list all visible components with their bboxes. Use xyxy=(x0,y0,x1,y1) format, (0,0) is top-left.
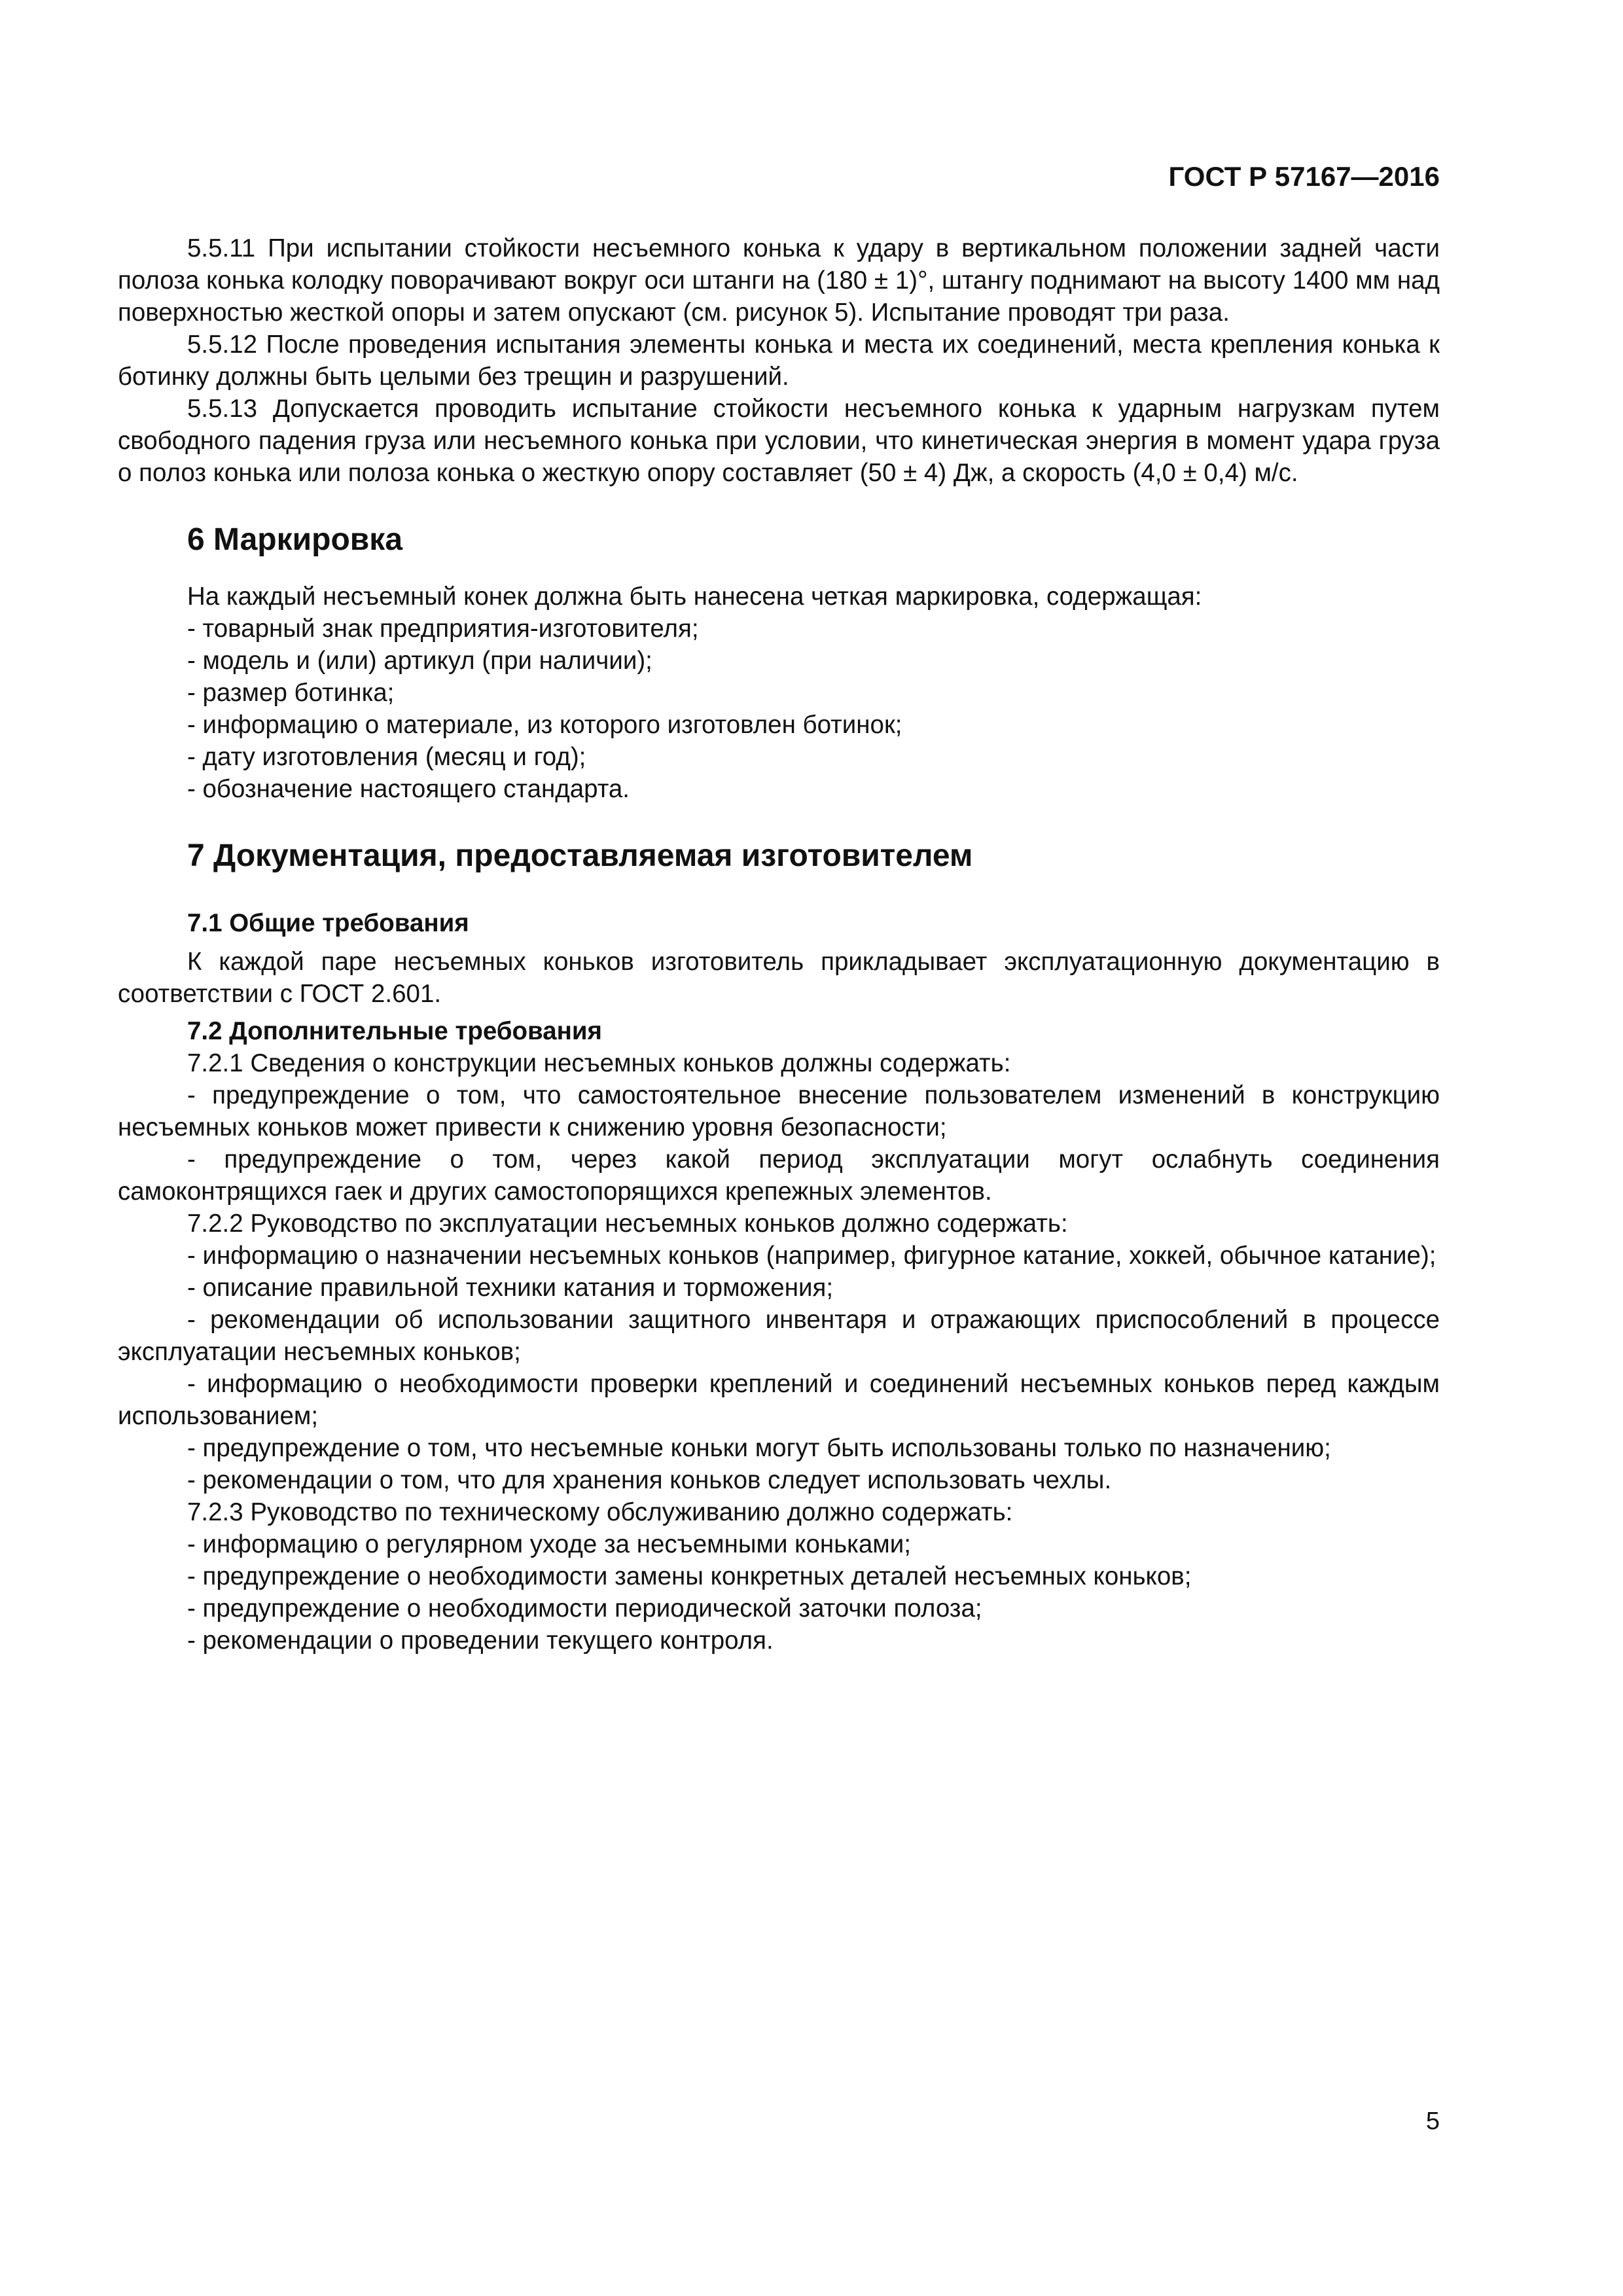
list-item-7-2-2: - рекомендации об использовании защитного инвентаря и отражающих приспособлений в процессе эксплуатации несъемных коньков; xyxy=(118,1306,1440,1366)
subsection-7-1-heading: 7.1 Общие требования xyxy=(187,909,469,937)
list-item-7-2-3: - предупреждение о необходимости периодической заточки полоза; xyxy=(187,1594,982,1623)
paragraph-5-5-13: 5.5.13 Допускается проводить испытание стойкости несъемного конька к ударным нагрузкам путем свободного падения груза или несъемного конька при условии, что кинетическая энергия в момент удара груза о полоз конька или полоза конька о жесткую опору составляет (50 ± 4) Дж, а скорость (4,0 ± 0,4) м/с. xyxy=(118,395,1440,487)
paragraph-7-2-3: 7.2.3 Руководство по техническому обслуживанию должно содержать: xyxy=(187,1498,1013,1526)
marking-list-item: - обозначение настоящего стандарта. xyxy=(187,775,630,803)
marking-list-item: - информацию о материале, из которого изготовлен ботинок; xyxy=(187,711,902,739)
paragraph-7-2-1: 7.2.1 Сведения о конструкции несъемных коньков должны содержать: xyxy=(187,1049,1011,1077)
section-6-intro: На каждый несъемный конек должна быть нанесена четкая маркировка, содержащая: xyxy=(187,583,1202,611)
page-number: 5 xyxy=(1425,2108,1440,2135)
list-item-7-2-3: - рекомендации о проведении текущего контроля. xyxy=(187,1626,774,1655)
marking-list-item: - модель и (или) артикул (при наличии); xyxy=(187,647,652,675)
list-item-7-2-3: - информацию о регулярном уходе за несъемными коньками; xyxy=(187,1530,911,1558)
list-item-7-2-2: - информацию о назначении несъемных коньков (например, фигурное катание, хоккей, обычное катание); xyxy=(187,1242,1436,1270)
list-item-7-2-2: - рекомендации о том, что для хранения коньков следует использовать чехлы. xyxy=(187,1466,1112,1494)
paragraph-7-1: К каждой паре несъемных коньков изготовитель прикладывает эксплуатационную документацию в соответствии с ГОСТ 2.601. xyxy=(118,948,1440,1008)
paragraph-7-2-2: 7.2.2 Руководство по эксплуатации несъемных коньков должно содержать: xyxy=(187,1210,1068,1238)
document-body xyxy=(118,232,1440,1657)
list-item-7-2-2: - описание правильной техники катания и торможения; xyxy=(187,1274,834,1302)
list-item-7-2-2: - информацию о необходимости проверки креплений и соединений несъемных коньков перед каждым использованием; xyxy=(118,1370,1440,1430)
subsection-7-2-heading: 7.2 Дополнительные требования xyxy=(187,1017,602,1045)
marking-list-item: - дату изготовления (месяц и год); xyxy=(187,743,586,771)
marking-list-item: - товарный знак предприятия-изготовителя; xyxy=(187,615,699,643)
list-item-7-2-3: - предупреждение о необходимости замены конкретных деталей несъемных коньков; xyxy=(187,1562,1192,1590)
list-item-7-2-1: - предупреждение о том, через какой период эксплуатации могут ослабнуть соединения самоконтрящихся гаек и других самостопорящихся крепежных элементов. xyxy=(118,1145,1440,1206)
document-header: ГОСТ Р 57167—2016 xyxy=(1168,161,1440,192)
marking-list-item: - размер ботинка; xyxy=(187,679,395,707)
section-7-heading: 7 Документация, предоставляемая изготовителем xyxy=(187,838,973,873)
paragraph-5-5-11: 5.5.11 При испытании стойкости несъемного конька к удару в вертикальном положении задней части полоза конька колодку поворачивают вокруг оси штанги на (180 ± 1)°, штангу поднимают на высоту 1400 мм над поверхностью жесткой опоры и затем опускают (см. рисунок 5). Испытание проводят три раза. xyxy=(118,234,1440,327)
list-item-7-2-2: - предупреждение о том, что несъемные коньки могут быть использованы только по назначению; xyxy=(187,1434,1331,1462)
list-item-7-2-1: - предупреждение о том, что самостоятельное внесение пользователем изменений в конструкцию несъемных коньков может привести к снижению уровня безопасности; xyxy=(118,1081,1440,1141)
section-6-heading: 6 Маркировка xyxy=(187,522,403,557)
paragraph-5-5-12: 5.5.12 После проведения испытания элементы конька и места их соединений, места крепления конька к ботинку должны быть целыми без трещин и разрушений. xyxy=(118,331,1440,391)
